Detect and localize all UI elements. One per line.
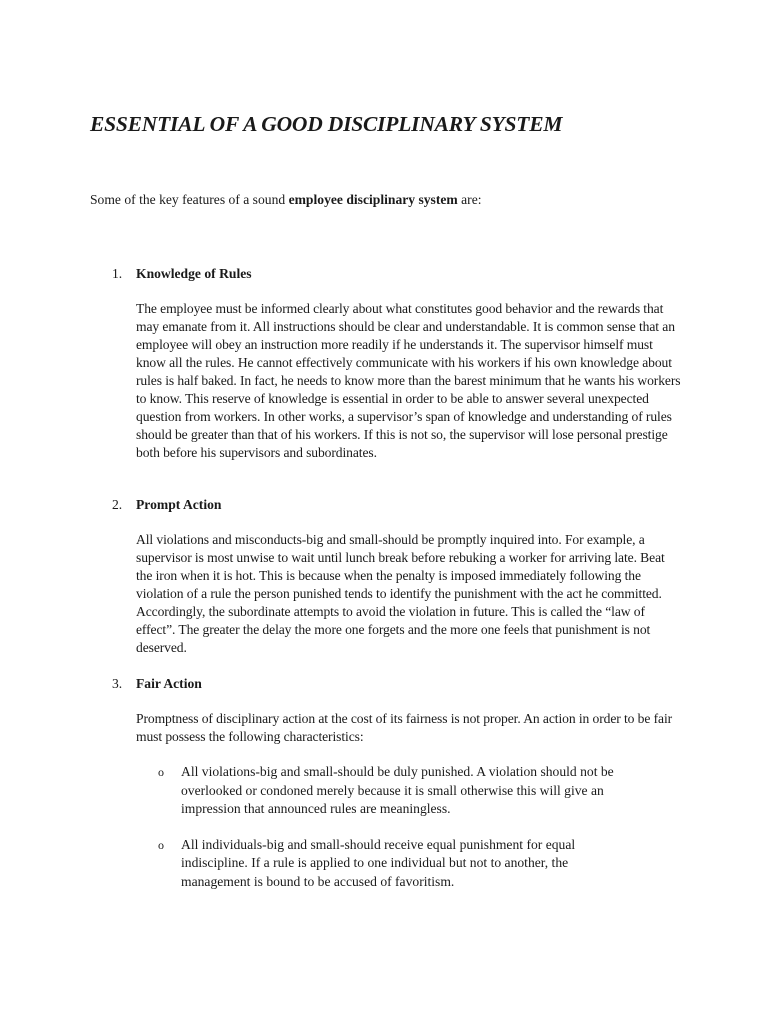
section-paragraph: Promptness of disciplinary action at the cost of its fairness is not proper. An action in order to be fair must possess the following characteristics: — [136, 711, 673, 744]
list-item — [158, 836, 638, 892]
intro-text-before: Some of the key features of a sound — [90, 192, 289, 207]
section-heading — [112, 675, 692, 693]
section-paragraph: All violations and misconducts-big and small-should be promptly inquired into. For example, a supervisor is most unwise to wait until lunch break before rebuking a worker for arriving late. Beat the iron when it is hot. This is because when the penalty is imposed immediately following the violation of a rule the person punished tends to identify the punishment with the act he committed. Accordingly, the subordinate attempts to avoid the violation in future. This is called the “law of effect”. The greater the delay the more one forgets and the more one feels that punishment is not deserved. — [136, 532, 665, 655]
list-item — [158, 763, 638, 819]
intro-sentence — [90, 192, 482, 208]
section-prompt-action — [112, 496, 692, 657]
section-heading — [112, 496, 692, 514]
section-paragraph: The employee must be informed clearly about what constitutes good behavior and the rewards that may emanate from it. All instructions should be clear and understandable. It is common sense that an employee will obey an instruction more readily if he understands it. The supervisor himself must know all the rules. He cannot effectively communicate with his workers if his own knowledge about rules is half baked. In fact, he needs to know more than the barest minimum that he wants his workers to know. This reserve of knowledge is essential in order to be able to answer several unexpected question from workers. In other works, a supervisor’s span of knowledge and understanding of rules should be greater than that of his workers. If this is not so, the supervisor will lose personal prestige both before his supervisors and subordinates. — [136, 301, 681, 460]
section-title: Fair Action — [136, 676, 202, 691]
document-title: ESSENTIAL OF A GOOD DISCIPLINARY SYSTEM — [90, 112, 563, 136]
section-heading — [112, 265, 692, 283]
section-number: 3. — [112, 676, 123, 691]
section-title: Knowledge of Rules — [136, 266, 252, 281]
list-item-text: All violations-big and small-should be duly punished. A violation should not be overlooked or condoned merely because it is small otherwise this will give an impression that announced rules are meaningless. — [181, 764, 614, 816]
bullet-list — [158, 763, 638, 891]
section-title: Prompt Action — [136, 497, 222, 512]
intro-text-after: are: — [457, 192, 482, 207]
section-number: 1. — [112, 266, 123, 281]
section-number: 2. — [112, 497, 123, 512]
list-item-text: All individuals-big and small-should receive equal punishment for equal indiscipline. If a rule is applied to one individual but not to another, the management is bound to be accused of favoritism. — [181, 836, 576, 889]
bullet-marker-icon: o — [158, 837, 164, 852]
section-knowledge-of-rules — [112, 265, 692, 462]
intro-bold-term: employee disciplinary system — [288, 192, 458, 207]
section-fair-action — [112, 675, 692, 908]
bullet-marker-icon: o — [158, 765, 164, 779]
